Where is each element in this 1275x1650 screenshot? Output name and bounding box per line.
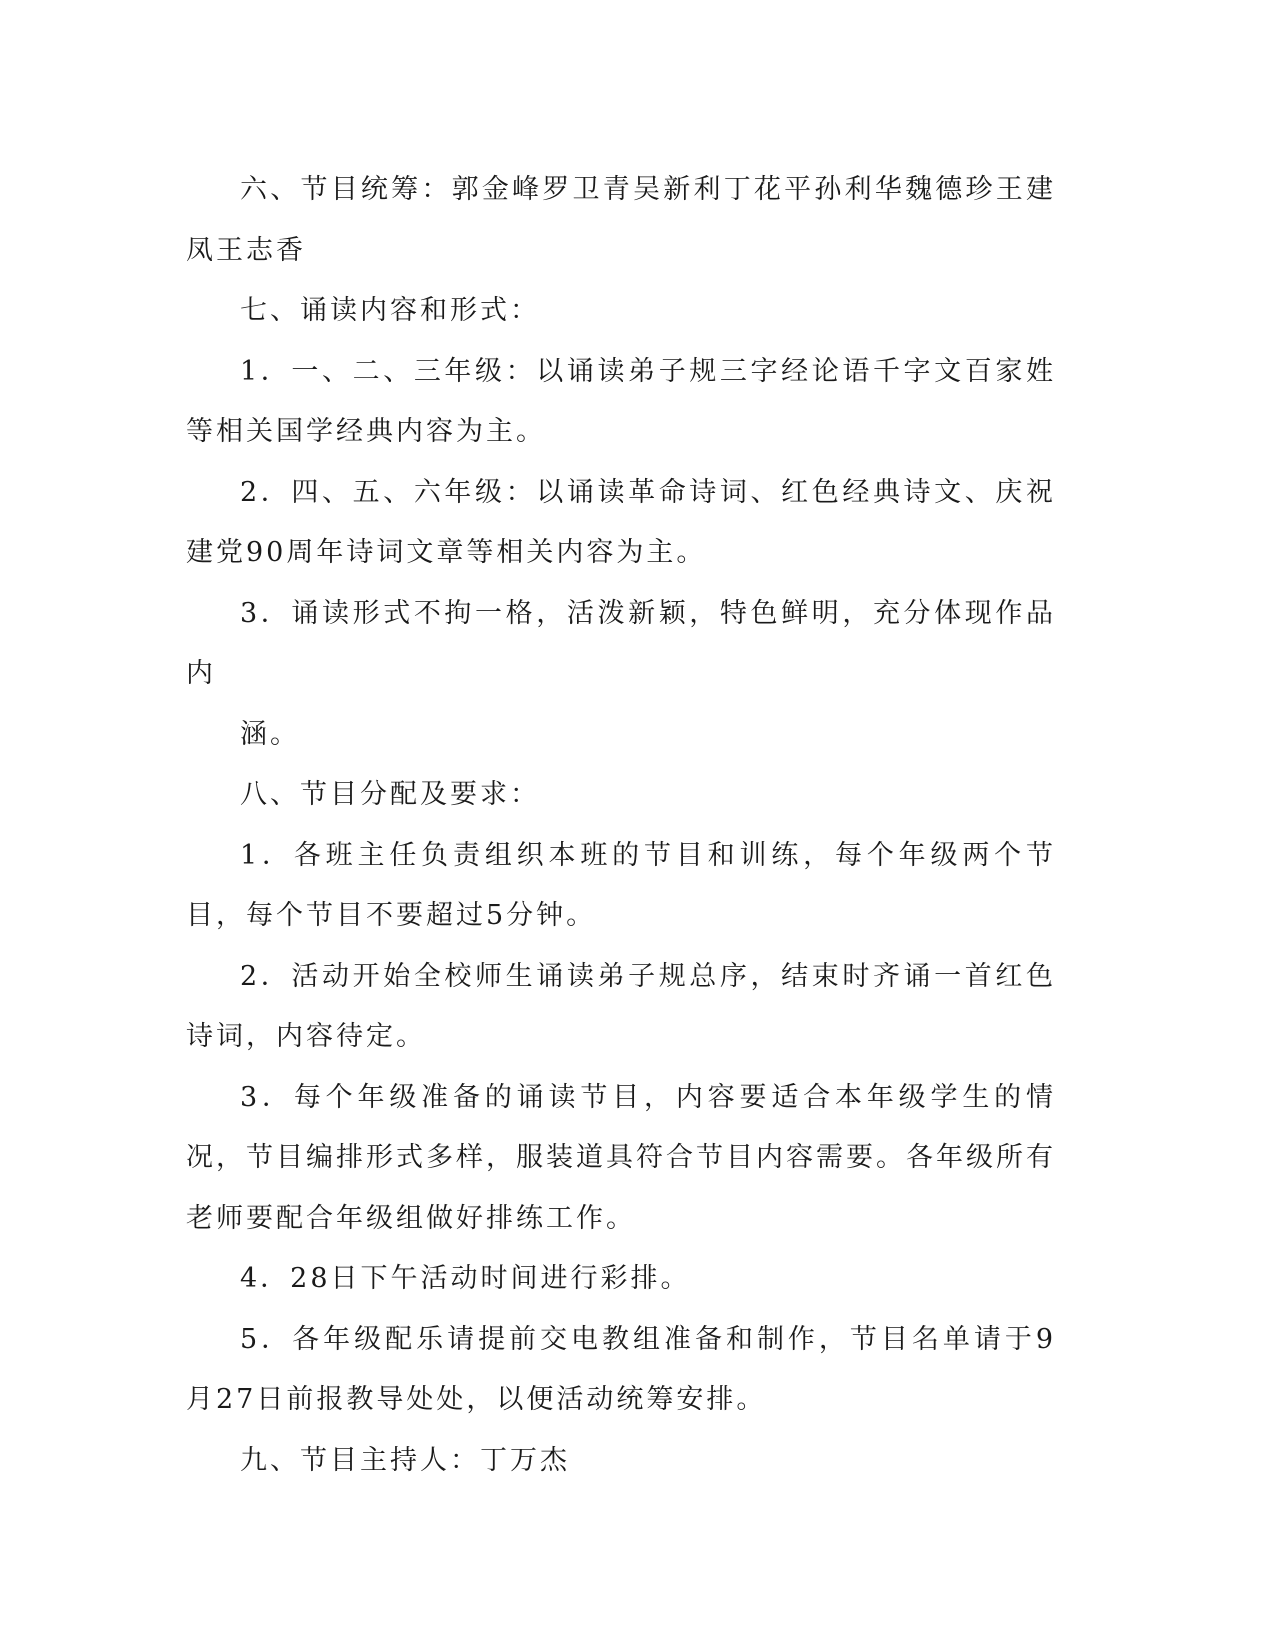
paragraph-program-host: 九、节目主持人：丁万杰: [240, 1444, 570, 1476]
paragraph-recitation-format-continued: 涵。: [240, 718, 300, 750]
paragraph-recitation-format: 3．诵读形式不拘一格，活泼新颖，特色鲜明，充分体现作品内: [186, 597, 1056, 689]
paragraph-grades-one-to-three: 1．一、二、三年级：以诵读弟子规三字经论语千字文百家姓等相关国学经典内容为主。: [186, 355, 1056, 447]
paragraph-music-and-program-list: 5．各年级配乐请提前交电教组准备和制作，节目名单请于9月27日前报教导处处，以便活动统筹安排。: [186, 1323, 1056, 1415]
paragraph-class-teachers-responsibility: 1．各班主任负责组织本班的节目和训练，每个年级两个节目，每个节目不要超过5分钟。: [186, 839, 1056, 931]
heading-program-allocation-and-requirements: 八、节目分配及要求：: [240, 779, 540, 810]
heading-recitation-content-and-format: 七、诵读内容和形式：: [240, 295, 540, 326]
paragraph-grade-program-preparation: 3．每个年级准备的诵读节目，内容要适合本年级学生的情况，节目编排形式多样，服装道具符合节目内容需要。各年级所有老师要配合年级组做好排练工作。: [186, 1081, 1056, 1234]
paragraph-opening-and-closing: 2．活动开始全校师生诵读弟子规总序，结束时齐诵一首红色诗词，内容待定。: [186, 960, 1056, 1052]
paragraph-program-coordinators: 六、节目统筹：郭金峰罗卫青吴新利丁花平孙利华魏德珍王建凤王志香: [186, 174, 1056, 266]
paragraph-rehearsal-time: 4．28日下午活动时间进行彩排。: [240, 1263, 691, 1294]
document-body: [186, 160, 1056, 1491]
paragraph-grades-four-to-six: 2．四、五、六年级：以诵读革命诗词、红色经典诗文、庆祝建党90周年诗词文章等相关内容为主。: [186, 476, 1056, 568]
